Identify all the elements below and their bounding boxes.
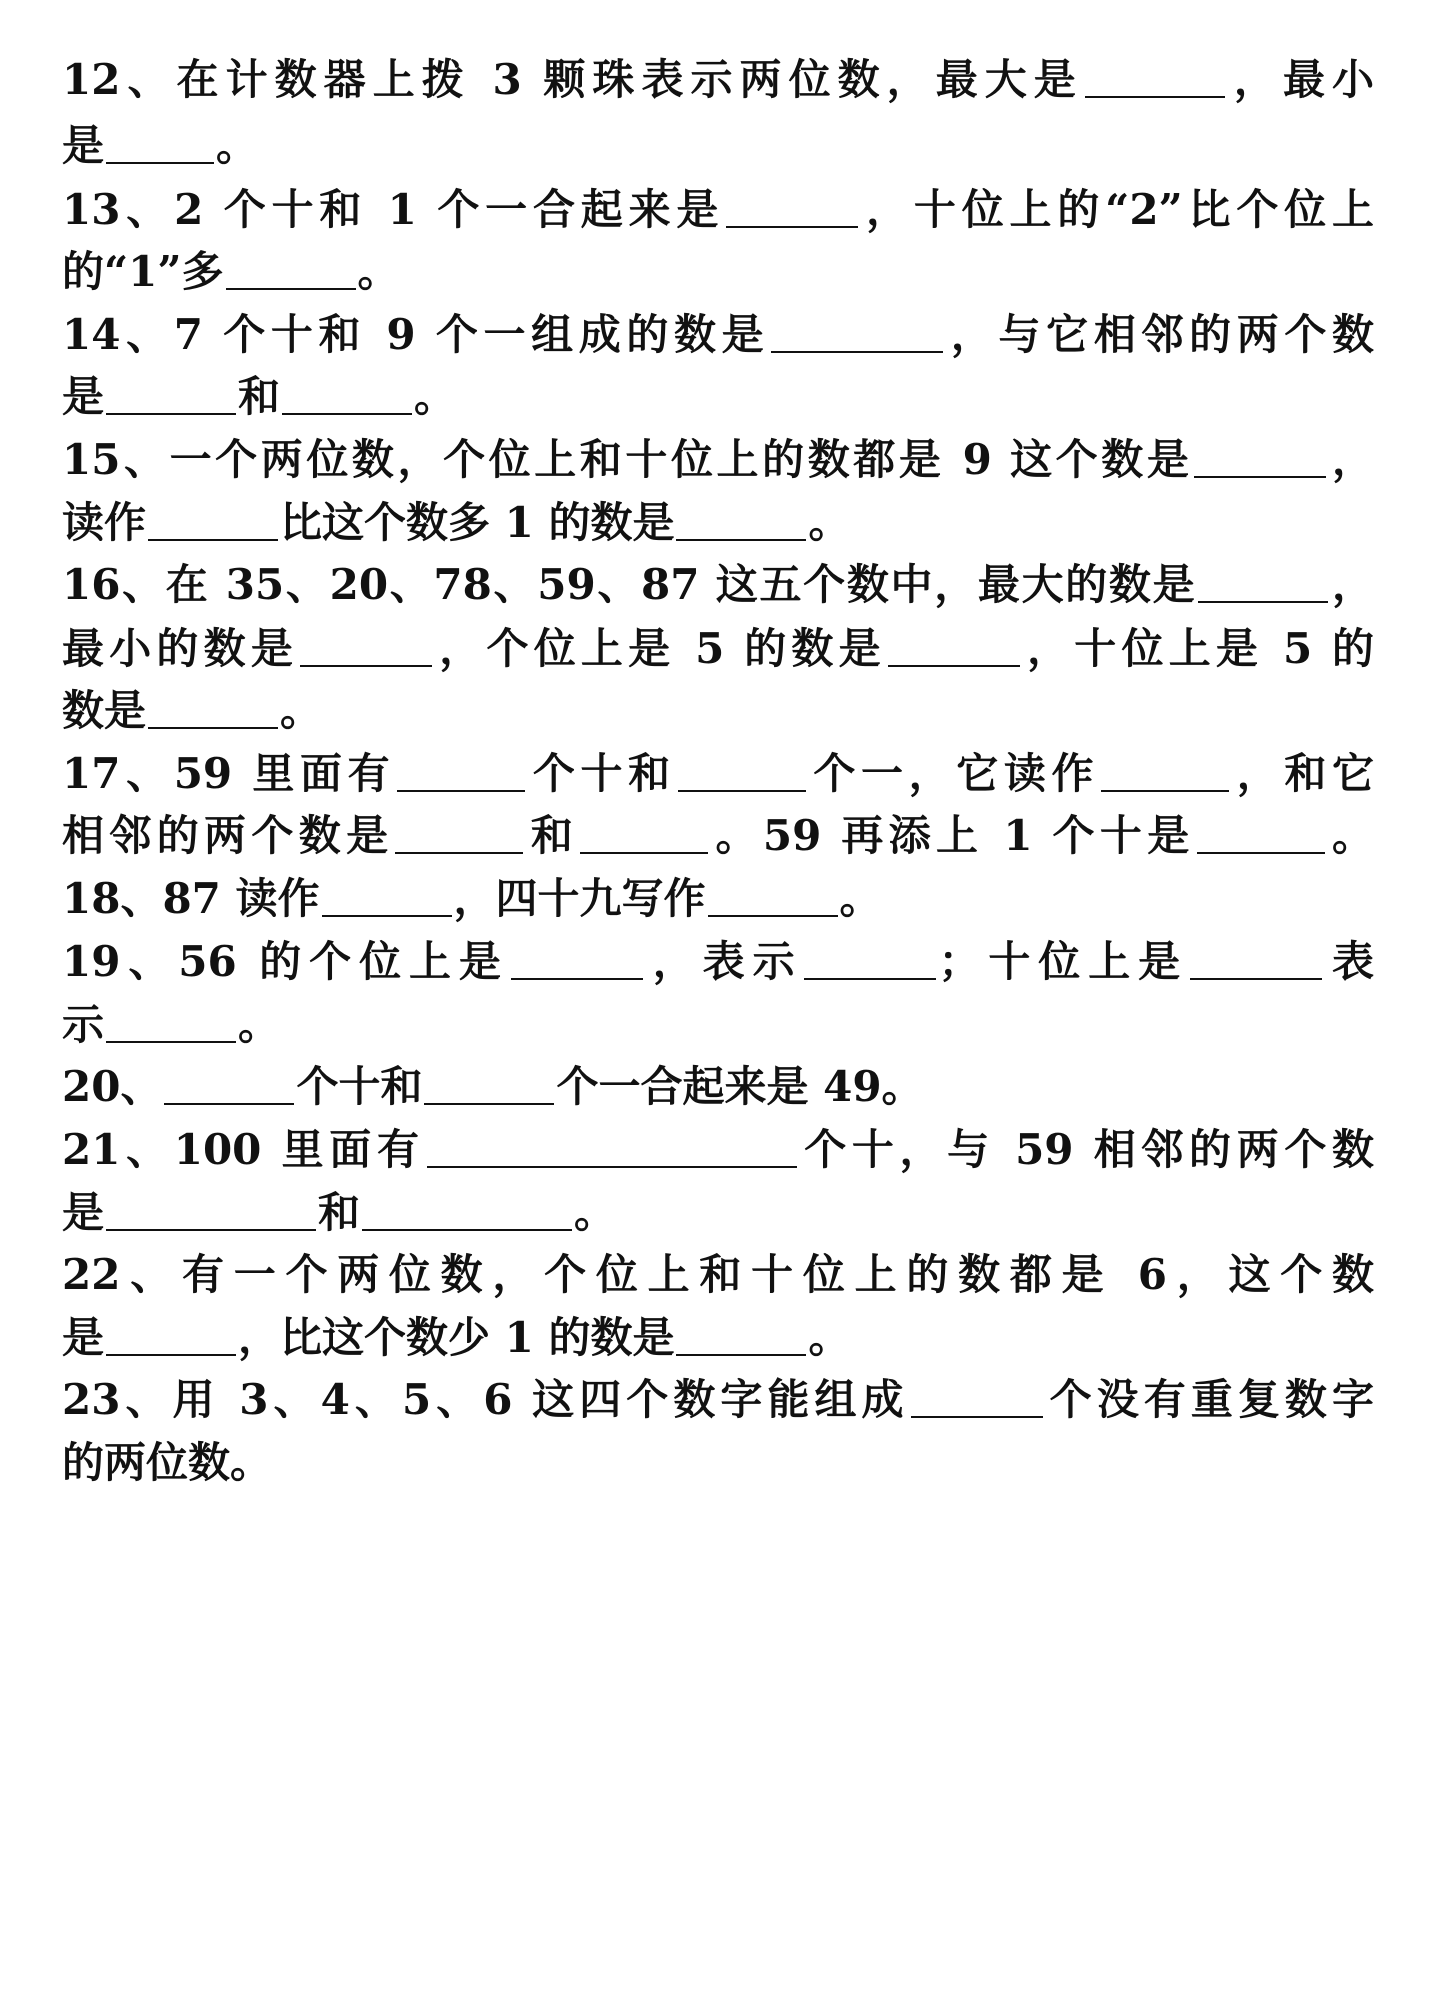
text-segment: 数是 <box>62 686 147 735</box>
text-segment: ；十位上是 <box>938 937 1189 986</box>
answer-blank[interactable] <box>804 938 936 980</box>
answer-blank[interactable] <box>106 122 214 164</box>
answer-blank[interactable] <box>427 1126 797 1168</box>
q23-line-1 <box>62 1365 1374 1435</box>
text-segment: 和 <box>318 1188 361 1237</box>
text-segment: 个一，它读作 <box>807 749 1100 798</box>
text-segment: 16、在 35、20、78、59、87 这五个数中，最大的数是 <box>62 560 1197 609</box>
answer-blank[interactable] <box>424 1063 554 1105</box>
q18-line-1 <box>62 864 1374 934</box>
answer-blank[interactable] <box>1198 561 1328 603</box>
answer-blank[interactable] <box>1101 750 1229 792</box>
text-segment: ，与它相邻的两个数 <box>945 310 1374 359</box>
text-segment: ，四十九写作 <box>453 874 706 923</box>
text-segment: ，最小 <box>1226 55 1374 104</box>
answer-blank[interactable] <box>888 625 1020 667</box>
answer-blank[interactable] <box>397 750 525 792</box>
text-segment: 是 <box>62 1188 105 1237</box>
text-segment: 是 <box>62 1313 105 1362</box>
q13-line-2 <box>62 237 1374 307</box>
text-segment: 和 <box>525 811 579 860</box>
q20-line-1 <box>62 1052 1374 1122</box>
answer-blank[interactable] <box>708 875 838 917</box>
text-segment: 。 <box>216 121 259 170</box>
text-segment: 。 <box>238 1000 281 1049</box>
text-segment: ， <box>1330 560 1374 609</box>
text-segment: 最小的数是 <box>62 624 299 673</box>
text-segment: ，个位上是 5 的数是 <box>434 624 886 673</box>
q17-line-1 <box>62 739 1374 809</box>
text-segment: 个十和 <box>527 749 676 798</box>
answer-blank[interactable] <box>771 311 943 353</box>
answer-blank[interactable] <box>106 1189 316 1231</box>
q22-line-1 <box>62 1240 1374 1310</box>
answer-blank[interactable] <box>148 499 278 541</box>
text-segment: 18、87 读作 <box>62 874 320 923</box>
answer-blank[interactable] <box>911 1376 1043 1418</box>
text-segment: 23、用 3、4、5、6 这四个数字能组成 <box>62 1375 909 1424</box>
text-segment: 。 <box>808 1313 851 1362</box>
answer-blank[interactable] <box>164 1063 294 1105</box>
text-segment: 示 <box>62 1000 105 1049</box>
text-segment: 。 <box>280 686 323 735</box>
text-segment: ，表示 <box>644 937 803 986</box>
text-segment: 14、7 个十和 9 个一组成的数是 <box>62 310 770 359</box>
q19-line-2 <box>62 990 1374 1060</box>
text-segment: 22、有一个两位数，个位上和十位上的数都是 6，这个数 <box>62 1250 1374 1299</box>
text-segment: 。 <box>414 372 457 421</box>
answer-blank[interactable] <box>395 812 523 854</box>
text-segment: 相邻的两个数是 <box>62 811 394 860</box>
answer-blank[interactable] <box>1197 812 1325 854</box>
answer-blank[interactable] <box>106 373 236 415</box>
q22-line-2 <box>62 1303 1374 1373</box>
text-segment: 21、100 里面有 <box>62 1125 425 1174</box>
answer-blank[interactable] <box>226 248 356 290</box>
q23-line-2 <box>62 1428 1374 1498</box>
answer-blank[interactable] <box>106 1001 236 1043</box>
text-segment: 。 <box>357 247 400 296</box>
q15-line-1 <box>62 425 1374 495</box>
q14-line-1 <box>62 300 1374 370</box>
answer-blank[interactable] <box>678 750 806 792</box>
text-segment: 。 <box>1326 811 1374 860</box>
text-segment: 表 <box>1324 937 1374 986</box>
text-segment: 比这个数多 1 的数是 <box>280 498 675 547</box>
text-segment: 。 <box>574 1188 617 1237</box>
text-segment: 个没有重复数字 <box>1044 1375 1374 1424</box>
answer-blank[interactable] <box>1085 56 1225 98</box>
text-segment: 。59 再添上 1 个十是 <box>710 811 1195 860</box>
q21-line-2 <box>62 1178 1374 1248</box>
answer-blank[interactable] <box>676 1314 806 1356</box>
text-segment: 的两位数。 <box>62 1438 273 1487</box>
text-segment: 12、在计数器上拨 3 颗珠表示两位数，最大是 <box>62 55 1083 104</box>
answer-blank[interactable] <box>282 373 412 415</box>
q12-line-2 <box>62 111 1374 181</box>
q15-line-2 <box>62 488 1374 558</box>
text-segment: ，比这个数少 1 的数是 <box>238 1313 675 1362</box>
text-segment: 个一合起来是 49。 <box>556 1062 924 1111</box>
q16-line-2 <box>62 614 1374 684</box>
text-segment: 20、 <box>62 1062 163 1111</box>
text-segment: 是 <box>62 372 105 421</box>
q21-line-1 <box>62 1115 1374 1185</box>
answer-blank[interactable] <box>511 938 643 980</box>
q16-line-3 <box>62 676 1374 746</box>
text-segment: 和 <box>238 372 281 421</box>
text-segment: 。 <box>808 498 851 547</box>
text-segment: 19、56 的个位上是 <box>62 937 509 986</box>
text-segment: 。 <box>839 874 882 923</box>
answer-blank[interactable] <box>676 499 806 541</box>
text-segment: 读作 <box>62 498 147 547</box>
text-segment: ，和它 <box>1231 749 1374 798</box>
q12-line-1 <box>62 45 1374 115</box>
text-segment: ，十位上的“2”比个位上 <box>860 185 1374 234</box>
q14-line-2 <box>62 362 1374 432</box>
text-segment: 17、59 里面有 <box>62 749 396 798</box>
text-segment: ，十位上是 5 的 <box>1021 624 1375 673</box>
text-segment: 个十和 <box>296 1062 423 1111</box>
answer-blank[interactable] <box>106 1314 236 1356</box>
answer-blank[interactable] <box>300 625 432 667</box>
q19-line-1 <box>62 927 1374 997</box>
text-segment: 13、2 个十和 1 个一合起来是 <box>62 185 725 234</box>
q16-line-1 <box>62 550 1374 620</box>
answer-blank[interactable] <box>726 186 858 228</box>
answer-blank[interactable] <box>148 687 278 729</box>
text-segment: 15、一个两位数，个位上和十位上的数都是 9 这个数是 <box>62 435 1193 484</box>
text-segment: ， <box>1328 435 1374 484</box>
answer-blank[interactable] <box>362 1189 572 1231</box>
answer-blank[interactable] <box>322 875 452 917</box>
text-segment: 个十，与 59 相邻的两个数 <box>798 1125 1374 1174</box>
text-segment: 的“1”多 <box>62 247 224 296</box>
answer-blank[interactable] <box>1194 436 1326 478</box>
text-segment: 是 <box>62 121 105 170</box>
answer-blank[interactable] <box>1190 938 1322 980</box>
q13-line-1 <box>62 175 1374 245</box>
answer-blank[interactable] <box>580 812 708 854</box>
q17-line-2 <box>62 801 1374 871</box>
